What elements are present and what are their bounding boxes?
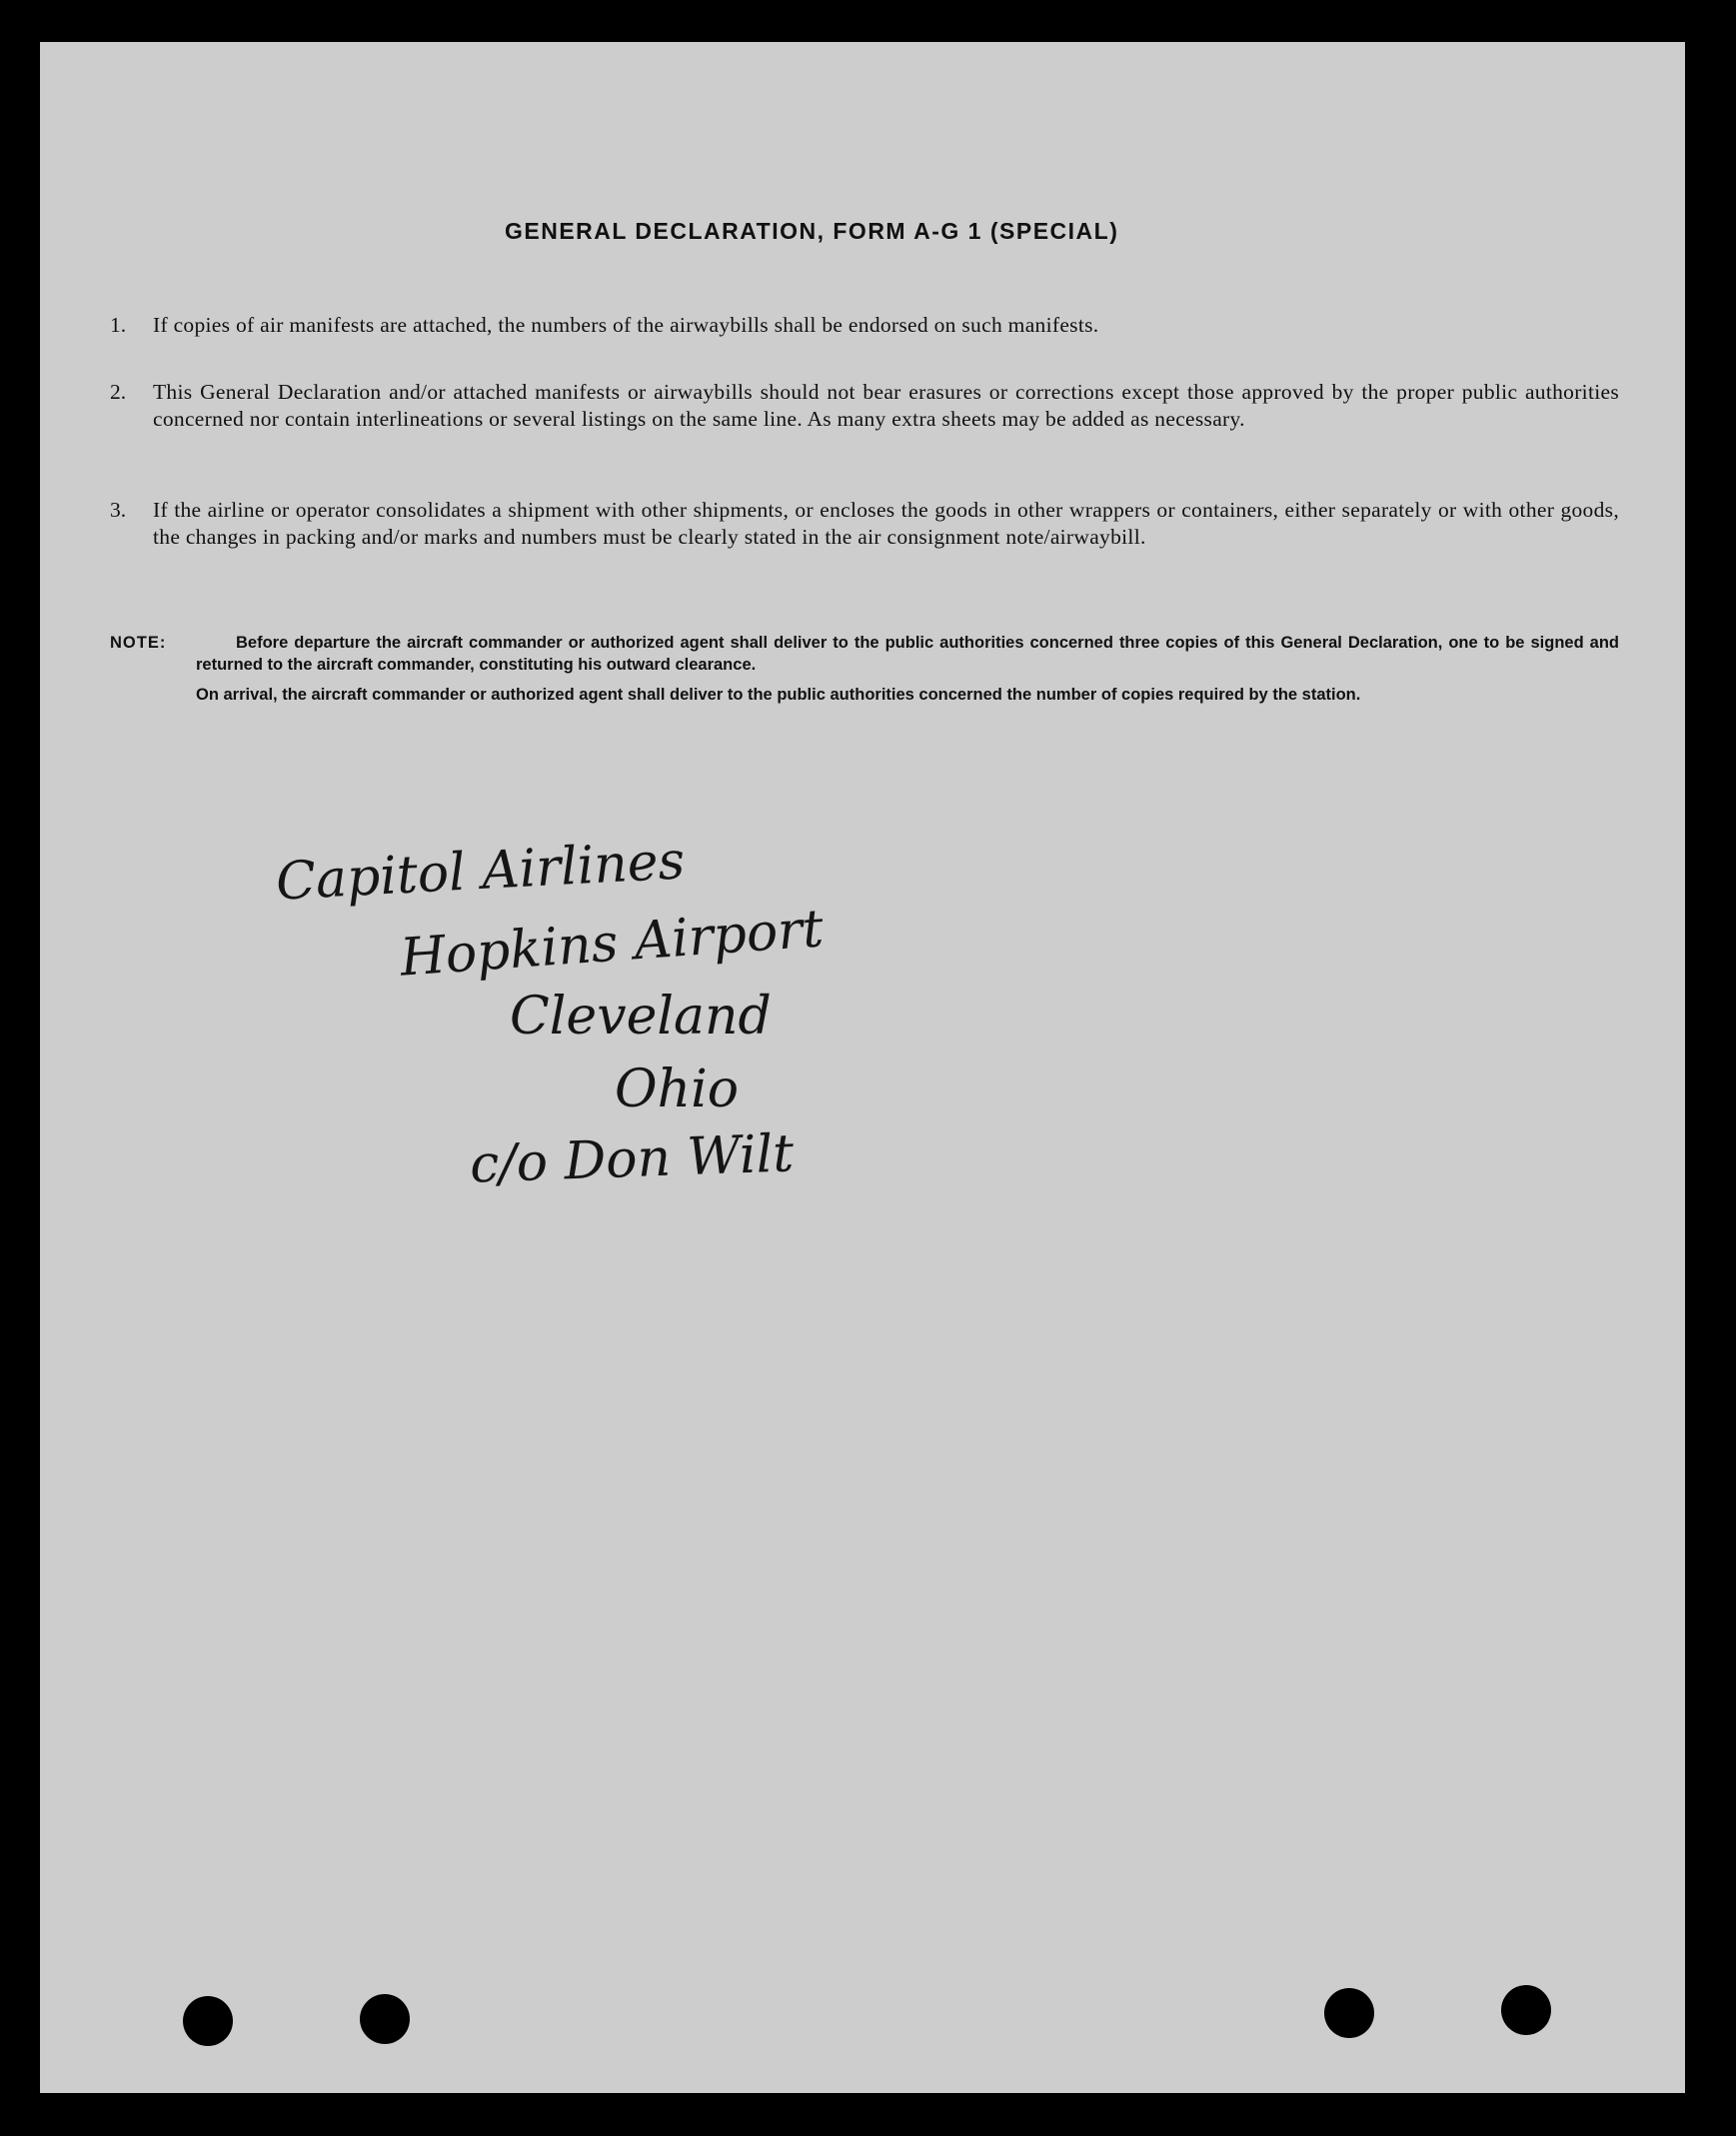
item-text: If copies of air manifests are attached, the numbers of the airwaybills shall be endorsed on such manifests. bbox=[153, 313, 1099, 337]
handwritten-line-4: Ohio bbox=[615, 1060, 740, 1119]
form-title: GENERAL DECLARATION, FORM A-G 1 (SPECIAL) bbox=[505, 218, 1119, 244]
item-number: 1. bbox=[110, 313, 127, 337]
item-number: 3. bbox=[110, 498, 127, 522]
handwritten-line-2: Hopkins Airport bbox=[398, 899, 826, 989]
instruction-item-1 bbox=[110, 312, 1619, 339]
document-page bbox=[40, 42, 1685, 2093]
instruction-item-2 bbox=[110, 379, 1619, 433]
item-number: 2. bbox=[110, 380, 127, 404]
punch-hole bbox=[360, 1994, 410, 2044]
instruction-item-3 bbox=[110, 497, 1619, 551]
handwritten-line-5: c/o Don Wilt bbox=[469, 1123, 796, 1195]
note-paragraph: Before departure the aircraft commander or authorized agent shall deliver to the public authorities concerned three copies of this General Declaration, one to be signed and returned to the aircraft commander, constituting his outward clearance. bbox=[196, 634, 1619, 674]
punch-hole bbox=[1324, 1988, 1374, 2038]
punch-hole bbox=[183, 1996, 233, 2046]
note-section bbox=[110, 632, 1619, 706]
item-text: If the airline or operator consolidates a shipment with other shipments, or encloses the goods in other wrappers or containers, either separately or with other goods, the changes in packing and/or marks and numbers must be clearly stated in the air consignment note/airwaybill. bbox=[153, 498, 1619, 549]
punch-hole bbox=[1501, 1985, 1551, 2035]
item-text: This General Declaration and/or attached manifests or airwaybills should not bear erasures or corrections except those approved by the proper public authorities concerned nor contain interlineations or several listings on the same line. As many extra sheets may be added as necessary. bbox=[153, 380, 1619, 431]
note-paragraph: On arrival, the aircraft commander or authorized agent shall deliver to the public authorities concerned the number of copies required by the station. bbox=[196, 686, 1361, 704]
handwritten-line-1: Capitol Airlines bbox=[274, 831, 687, 913]
note-label: NOTE: bbox=[110, 634, 167, 652]
handwritten-line-3: Cleveland bbox=[510, 987, 772, 1047]
